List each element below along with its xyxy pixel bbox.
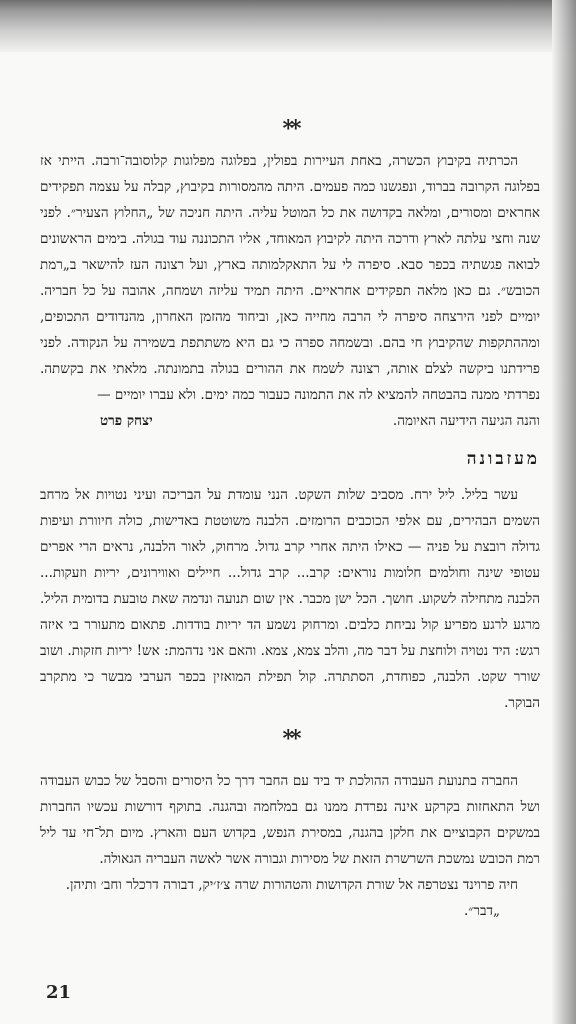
memorial-paragraph: הכרתיה בקיבוץ הכשרה, באחת העיירות בפולין, בפלוגה מפלוגות קלוסובה־ורבה. הייתי אז בפלוגה הקרובה בברוד, ונפגשנו כמה פעמים. היתה מהמסורות בקיבוץ, קבלה על עצמה תפקידים אחראים ומסורים, ומלאה בקדושה את כל המוטל עליה. היתה חניכה של „החלוץ הצעיר״. לפני שנה וחצי עלתה לארץ ודרכה היתה לקיבוץ המאוחד, אליו התכוננה עוד בגולה. בימים הראשונים לבואה פגשתיה בכפר סבא. סיפרה לי על התאקלמותה בארץ, ועל רצונה העז להישאר ב„רמת הכובש״. גם כאן מלאה תפקידים אחראיים. היתה תמיד עליזה ושמחה, אהובה על כל חבריה. יומיים לפני הירצחה סיפרה לי הרבה מחייה כאן, וביחוד מהזמן האחרון, מהנדודים התכופים, ומההתקפות שהקיבוץ חי בהם. ובשמחה ספרה כי גם היא משתתפת בשמירה על הנקודה. לפני פרידתנו ביקשה לצלם אותה, רצונה לשמח את ההורים בגולה בתמונתה. מלאתי את בקשתה. נפרדתי ממנה בהבטחה להמציא לה את התמונה כעבור כמה ימים. ולא עברו יומיים — [40,153,540,403]
scan-shadow-top [0,0,576,52]
ornament-asterisks-mid: ** [282,726,298,752]
page-content [40,118,540,924]
tribute-paragraph-1: החברה בתנועת העבודה ההולכת יד ביד עם החבר דרך כל היסורים והסבל של כבוש העבודה ושל התאחזות בקרקע אינה נפרדת ממנו גם במלחמה ובהגנה. בתוקף דורשות עכשיו החברות במשקים הקבוציים את חלקן בהגנה, במסירת הנפש, בקדוש העם והארץ. מיום תל־חי עד ליל רמת הכובש נמשכת השרשרת הזאת של מסירות וגבורה אשר לאשה העבריה הגאולה. [40,773,540,867]
ornament-asterisks-top: ** [282,116,298,142]
memorial-last-line: והנה הגיעה הידיעה האיומה. [392,413,540,429]
tribute-paragraph-2: חיה פרוינד נצטרפה אל שורת הקדושות והטהורות שרה צ׳ז׳יק, דבורה דרכלר וחב׳ ותיהן. [65,877,518,893]
section-heading: מעזבונה [466,449,540,469]
source-attribution: „דבר״. [463,903,500,919]
memorial-closing-line [40,408,540,434]
night-diary-paragraph: עשר בליל. ליל ירח. מסביב שלות השקט. הנני עומדת על הבריכה ועיני נטויות אל מרחב השמים הבהירים, עם אלפי הכוכבים הרומזים. הלבנה משוטטת באדישות, כולה חיוורת ועיפות גדולה רובצת על פניה — כאילו היתה אחרי קרב גדול. מרחוק, לאור הלבנה, נראים הרי אפרים עטופי שינה וחולמים חלומות נוראים: קרב... קרב גדול... חיילים ואווירונים, יריות וזעקות... הלבנה מתחילה לשקוע. חושך. הכל ישן מכבר. אין שום תנועה ונדמה שאת טובעת בדומית הליל. מרגע לרגע מפריע קול נביחת כלבים. ומרחוק נשמע הד יריות בודדות. פתאום מתעורר בי איזה רגש: היד נטויה ולוחצת על דבר מה, והלב צמא, צמא. והאם אני נדהמת: אש! יריות חזקות. ושוב שורר שקט. הלבנה, כפוחדת, הסתתרה. קול תפילת המואזין בכפר הערבי מבשר כי מתקרב הבוקר. [40,487,540,711]
scan-shadow-right [552,0,576,1024]
page-number: 21 [46,982,72,1003]
author-signature: יצחק פרט [100,413,153,429]
